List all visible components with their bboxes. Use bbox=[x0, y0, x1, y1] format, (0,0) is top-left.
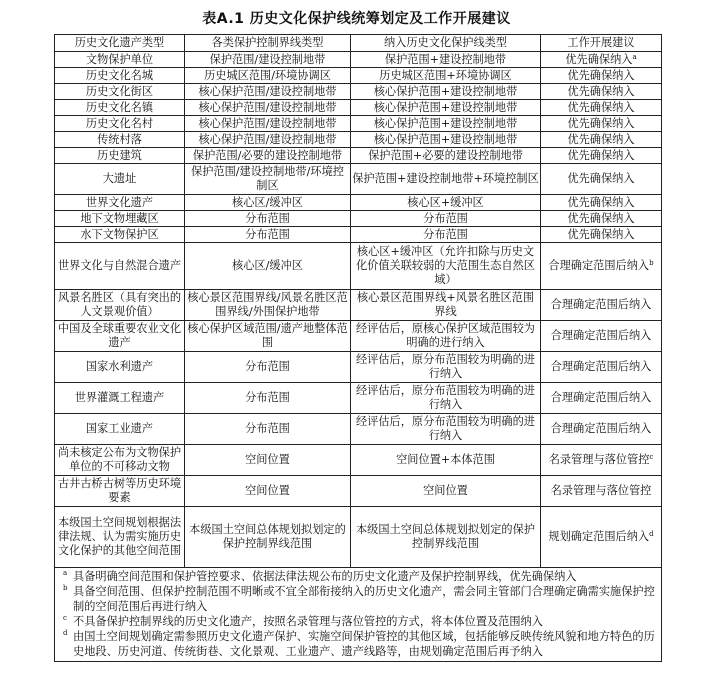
table-row bbox=[55, 321, 662, 352]
work-advice-cell bbox=[541, 445, 662, 476]
heritage-type-cell bbox=[55, 290, 185, 321]
work-advice-cell-text: 优先确保纳入 bbox=[565, 52, 633, 66]
table-row bbox=[55, 383, 662, 414]
protection-line-cell bbox=[351, 243, 541, 290]
boundary-type-cell-text: 核心保护范围/建设控制地带 bbox=[198, 116, 337, 130]
work-advice-cell bbox=[541, 321, 662, 352]
heritage-type-cell bbox=[55, 352, 185, 383]
heritage-type-cell bbox=[55, 68, 185, 84]
work-advice-cell bbox=[541, 243, 662, 290]
heritage-protection-table bbox=[54, 34, 662, 662]
table-row bbox=[55, 227, 662, 243]
work-advice-cell-text: 优先确保纳入 bbox=[567, 172, 635, 185]
heritage-type-cell bbox=[55, 148, 185, 164]
protection-line-cell-text: 核心区+缓冲区 bbox=[407, 195, 484, 209]
work-advice-cell-text: 优先确保纳入 bbox=[567, 148, 635, 162]
work-advice-cell bbox=[541, 148, 662, 164]
work-advice-cell-text: 名录管理与落位管控 bbox=[550, 484, 652, 497]
boundary-type-cell-text: 本级国土空间总体规划拟划定的保护控制界线范围 bbox=[189, 523, 346, 550]
boundary-type-cell-text: 空间位置 bbox=[245, 484, 290, 497]
work-advice-cell-text: 合理确定范围后纳入 bbox=[550, 391, 652, 404]
table-row bbox=[55, 445, 662, 476]
heritage-type-cell bbox=[55, 445, 185, 476]
protection-line-cell-text: 保护范围+建设控制地带 bbox=[384, 52, 507, 66]
table-row bbox=[55, 476, 662, 507]
footnote-marker: c bbox=[63, 614, 67, 622]
work-advice-cell bbox=[541, 132, 662, 148]
boundary-type-cell bbox=[185, 148, 351, 164]
boundary-type-cell-text: 保护范围/必要的建设控制地带 bbox=[192, 148, 343, 162]
work-advice-cell bbox=[541, 227, 662, 243]
work-advice-cell-text: 优先确保纳入 bbox=[567, 132, 635, 146]
heritage-type-cell-text: 世界灌溉工程遗产 bbox=[74, 391, 165, 404]
heritage-type-cell bbox=[55, 195, 185, 211]
heritage-type-cell-text: 中国及全球重要农业文化遗产 bbox=[57, 322, 182, 349]
boundary-type-cell bbox=[185, 84, 351, 100]
work-advice-cell-text: 优先确保纳入 bbox=[567, 84, 635, 98]
table-row bbox=[55, 100, 662, 116]
boundary-type-cell bbox=[185, 68, 351, 84]
work-advice-cell bbox=[541, 164, 662, 195]
protection-line-cell bbox=[351, 476, 541, 507]
heritage-type-cell-text: 历史文化街区 bbox=[85, 84, 154, 98]
heritage-type-cell bbox=[55, 116, 185, 132]
protection-line-cell bbox=[351, 321, 541, 352]
protection-line-cell-text: 核心景区范围界线+风景名胜区范围界线 bbox=[356, 291, 535, 318]
table-row bbox=[55, 52, 662, 68]
boundary-type-cell-text: 分布范围 bbox=[245, 391, 290, 404]
protection-line-cell-text: 保护范围+必要的建设控制地带 bbox=[368, 148, 523, 162]
footnote-item bbox=[63, 569, 657, 584]
boundary-type-cell-text: 核心保护区域范围/遗产地整体范围 bbox=[187, 322, 348, 349]
protection-line-cell bbox=[351, 414, 541, 445]
work-advice-cell bbox=[541, 195, 662, 211]
protection-line-cell bbox=[351, 507, 541, 568]
work-advice-cell-text: 合理确定范围后纳入 bbox=[550, 329, 652, 342]
footnote-marker: a bbox=[632, 52, 637, 61]
table-row bbox=[55, 414, 662, 445]
protection-line-cell bbox=[351, 68, 541, 84]
table-row bbox=[55, 84, 662, 100]
header-boundary-type: 各类保护控制界线类型 bbox=[185, 35, 351, 52]
work-advice-cell bbox=[541, 507, 662, 568]
footnote-item bbox=[63, 584, 657, 614]
heritage-type-cell-text: 地下文物埋藏区 bbox=[80, 211, 159, 225]
heritage-type-cell-text: 历史建筑 bbox=[97, 148, 142, 162]
footnotes-row bbox=[55, 568, 662, 662]
table-row bbox=[55, 195, 662, 211]
protection-line-cell bbox=[351, 84, 541, 100]
protection-line-cell bbox=[351, 52, 541, 68]
heritage-type-cell-text: 历史文化名镇 bbox=[85, 100, 154, 114]
protection-line-cell-text: 分布范围 bbox=[423, 211, 468, 225]
protection-line-cell bbox=[351, 383, 541, 414]
protection-line-cell-text: 空间位置 bbox=[423, 484, 468, 497]
footnote-marker: d bbox=[63, 629, 68, 637]
boundary-type-cell-text: 核心保护范围/建设控制地带 bbox=[198, 100, 337, 114]
work-advice-cell bbox=[541, 211, 662, 227]
footnote-item bbox=[63, 614, 657, 629]
heritage-type-cell-text: 水下文物保护区 bbox=[80, 227, 159, 241]
boundary-type-cell bbox=[185, 164, 351, 195]
table-row bbox=[55, 132, 662, 148]
work-advice-cell-text: 名录管理与落位管控 bbox=[548, 453, 650, 466]
boundary-type-cell bbox=[185, 132, 351, 148]
table-row bbox=[55, 352, 662, 383]
protection-line-cell-text: 保护范围+建设控制地带+环境控制区 bbox=[352, 172, 539, 185]
boundary-type-cell-text: 核心区/缓冲区 bbox=[232, 259, 303, 272]
heritage-type-cell bbox=[55, 164, 185, 195]
heritage-type-cell bbox=[55, 383, 185, 414]
work-advice-cell bbox=[541, 100, 662, 116]
heritage-type-cell bbox=[55, 414, 185, 445]
heritage-type-cell-text: 文物保护单位 bbox=[85, 52, 154, 66]
protection-line-cell bbox=[351, 227, 541, 243]
boundary-type-cell-text: 历史城区范围/环境协调区 bbox=[204, 68, 331, 82]
header-protection-line-type: 纳入历史文化保护线类型 bbox=[351, 35, 541, 52]
heritage-type-cell-text: 历史文化名城 bbox=[85, 68, 154, 82]
work-advice-cell-text: 合理确定范围后纳入 bbox=[550, 422, 652, 435]
heritage-type-cell-text: 本级国土空间规划根据法律法规、认为需实施历史文化保护的其他空间范围 bbox=[57, 516, 182, 557]
boundary-type-cell bbox=[185, 116, 351, 132]
boundary-type-cell-text: 核心景区范围界线/风景名胜区范围界线/外围保护地带 bbox=[187, 291, 348, 318]
work-advice-cell-text: 合理确定范围后纳入 bbox=[550, 360, 652, 373]
boundary-type-cell bbox=[185, 243, 351, 290]
work-advice-cell bbox=[541, 414, 662, 445]
protection-line-cell-text: 核心保护范围+建设控制地带 bbox=[373, 132, 518, 146]
work-advice-cell-text: 优先确保纳入 bbox=[567, 68, 635, 82]
work-advice-cell-text: 优先确保纳入 bbox=[567, 211, 635, 225]
footnote-text: 具备明确空间范围和保护管控要求、依据法律法规公布的历史文化遗产及保护控制界线，优先确保纳入 bbox=[73, 570, 577, 583]
footnote-item bbox=[63, 629, 657, 659]
protection-line-cell-text: 核心保护范围+建设控制地带 bbox=[373, 84, 518, 98]
work-advice-cell-text: 合理确定范围后纳入 bbox=[548, 259, 650, 272]
heritage-type-cell bbox=[55, 100, 185, 116]
protection-line-cell-text: 分布范围 bbox=[423, 227, 468, 241]
protection-line-cell bbox=[351, 445, 541, 476]
boundary-type-cell bbox=[185, 476, 351, 507]
table-row bbox=[55, 164, 662, 195]
work-advice-cell bbox=[541, 84, 662, 100]
work-advice-cell bbox=[541, 116, 662, 132]
boundary-type-cell-text: 核心区/缓冲区 bbox=[232, 195, 303, 209]
table-header-row bbox=[55, 35, 662, 52]
footnote-text: 由国土空间规划确定需参照历史文化遗产保护、实施空间保护管控的其他区域，包括能够反映传统风貌和地方特色的历史地段、历史河道、传统街巷、文化景观、工业遗产、遗产线路等，由规划确定范围后再予纳入 bbox=[73, 630, 655, 658]
header-work-advice: 工作开展建议 bbox=[541, 35, 662, 52]
heritage-type-cell-text: 国家工业遗产 bbox=[85, 422, 154, 435]
footnotes bbox=[55, 568, 662, 662]
boundary-type-cell bbox=[185, 321, 351, 352]
boundary-type-cell bbox=[185, 195, 351, 211]
protection-line-cell-text: 经评估后，原分布范围较为明确的进行纳入 bbox=[355, 415, 535, 442]
work-advice-cell-text: 合理确定范围后纳入 bbox=[550, 298, 652, 311]
table-title: 表A.1 历史文化保护线统筹划定及工作开展建议 bbox=[202, 11, 511, 27]
boundary-type-cell bbox=[185, 52, 351, 68]
footnote-marker: b bbox=[649, 259, 654, 267]
protection-line-cell bbox=[351, 211, 541, 227]
protection-line-cell-text: 核心保护范围+建设控制地带 bbox=[373, 116, 518, 130]
footnote-marker: d bbox=[649, 530, 654, 538]
work-advice-cell bbox=[541, 476, 662, 507]
table-row bbox=[55, 243, 662, 290]
heritage-type-cell-text: 国家水利遗产 bbox=[85, 360, 154, 373]
boundary-type-cell-text: 核心保护范围/建设控制地带 bbox=[198, 132, 337, 146]
footnote-text: 具备空间范围、但保护控制范围不明晰或不宜全部衔接纳入的历史文化遗产，需会同主管部门合理确定确需实施保护控制的空间范围后再进行纳入 bbox=[73, 585, 655, 613]
protection-line-cell-text: 空间位置+本体范围 bbox=[396, 453, 495, 466]
protection-line-cell-text: 核心保护范围+建设控制地带 bbox=[373, 100, 518, 114]
work-advice-cell bbox=[541, 383, 662, 414]
protection-line-cell bbox=[351, 164, 541, 195]
protection-line-cell-text: 核心区+缓冲区（允许扣除与历史文化价值关联较弱的大范围生态自然区域） bbox=[355, 245, 535, 286]
protection-line-cell-text: 本级国土空间总体规划拟划定的保护控制界线范围 bbox=[355, 523, 535, 550]
boundary-type-cell bbox=[185, 211, 351, 227]
heritage-type-cell-text: 历史文化名村 bbox=[85, 116, 154, 130]
boundary-type-cell bbox=[185, 352, 351, 383]
work-advice-cell bbox=[541, 52, 662, 68]
heritage-type-cell-text: 大遗址 bbox=[102, 172, 137, 185]
work-advice-cell-text: 规划确定范围后纳入 bbox=[548, 530, 650, 543]
boundary-type-cell bbox=[185, 100, 351, 116]
work-advice-cell bbox=[541, 290, 662, 321]
heritage-type-cell-text: 尚未核定公布为文物保护单位的不可移动文物 bbox=[57, 446, 182, 473]
boundary-type-cell-text: 分布范围 bbox=[245, 211, 290, 225]
footnote-marker: c bbox=[649, 453, 654, 461]
protection-line-cell-text: 经评估后，原分布范围较为明确的进行纳入 bbox=[355, 384, 535, 411]
protection-line-cell bbox=[351, 100, 541, 116]
work-advice-cell-text: 优先确保纳入 bbox=[567, 227, 635, 241]
heritage-type-cell bbox=[55, 227, 185, 243]
protection-line-cell bbox=[351, 116, 541, 132]
heritage-type-cell-text: 传统村落 bbox=[97, 132, 142, 146]
work-advice-cell-text: 优先确保纳入 bbox=[567, 116, 635, 130]
boundary-type-cell bbox=[185, 414, 351, 445]
boundary-type-cell bbox=[185, 507, 351, 568]
heritage-type-cell-text: 风景名胜区（具有突出的人文景观价值） bbox=[57, 291, 182, 318]
boundary-type-cell-text: 核心保护范围/建设控制地带 bbox=[198, 84, 337, 98]
boundary-type-cell-text: 分布范围 bbox=[245, 227, 290, 241]
protection-line-cell bbox=[351, 195, 541, 211]
heritage-type-cell bbox=[55, 132, 185, 148]
work-advice-cell-text: 优先确保纳入 bbox=[567, 100, 635, 114]
footnote-marker: a bbox=[63, 569, 68, 577]
heritage-type-cell bbox=[55, 476, 185, 507]
table-row bbox=[55, 116, 662, 132]
table-row bbox=[55, 68, 662, 84]
protection-line-cell bbox=[351, 352, 541, 383]
boundary-type-cell bbox=[185, 445, 351, 476]
protection-line-cell bbox=[351, 132, 541, 148]
heritage-type-cell bbox=[55, 243, 185, 290]
table-body bbox=[55, 52, 662, 568]
heritage-type-cell bbox=[55, 211, 185, 227]
table-row bbox=[55, 148, 662, 164]
boundary-type-cell bbox=[185, 383, 351, 414]
boundary-type-cell-text: 保护范围/建设控制地带/环境控制区 bbox=[191, 165, 344, 192]
work-advice-cell bbox=[541, 352, 662, 383]
footnote-marker: b bbox=[63, 584, 68, 592]
heritage-type-cell-text: 古井古桥古树等历史环境要素 bbox=[57, 477, 182, 504]
table-row bbox=[55, 290, 662, 321]
protection-line-cell bbox=[351, 148, 541, 164]
protection-line-cell-text: 经评估后，原分布范围较为明确的进行纳入 bbox=[355, 353, 535, 380]
heritage-type-cell bbox=[55, 321, 185, 352]
protection-line-cell-text: 历史城区范围+环境协调区 bbox=[379, 68, 512, 82]
heritage-type-cell bbox=[55, 507, 185, 568]
work-advice-cell-text: 优先确保纳入 bbox=[567, 195, 635, 209]
boundary-type-cell bbox=[185, 290, 351, 321]
table-row bbox=[55, 211, 662, 227]
boundary-type-cell-text: 空间位置 bbox=[245, 453, 290, 466]
heritage-type-cell-text: 世界文化遗产 bbox=[85, 195, 154, 209]
heritage-type-cell bbox=[55, 84, 185, 100]
heritage-type-cell-text: 世界文化与自然混合遗产 bbox=[57, 259, 182, 272]
header-heritage-type: 历史文化遗产类型 bbox=[55, 35, 185, 52]
heritage-type-cell bbox=[55, 52, 185, 68]
protection-line-cell bbox=[351, 290, 541, 321]
boundary-type-cell bbox=[185, 227, 351, 243]
footnote-text: 不具备保护控制界线的历史文化遗产，按照名录管理与落位管控的方式，将本体位置及范围纳入 bbox=[73, 615, 543, 628]
boundary-type-cell-text: 分布范围 bbox=[245, 422, 290, 435]
boundary-type-cell-text: 分布范围 bbox=[245, 360, 290, 373]
table-row bbox=[55, 507, 662, 568]
boundary-type-cell-text: 保护范围/建设控制地带 bbox=[209, 52, 326, 66]
protection-line-cell-text: 经评估后，原核心保护区域范围较为明确的进行纳入 bbox=[355, 322, 535, 349]
work-advice-cell bbox=[541, 68, 662, 84]
